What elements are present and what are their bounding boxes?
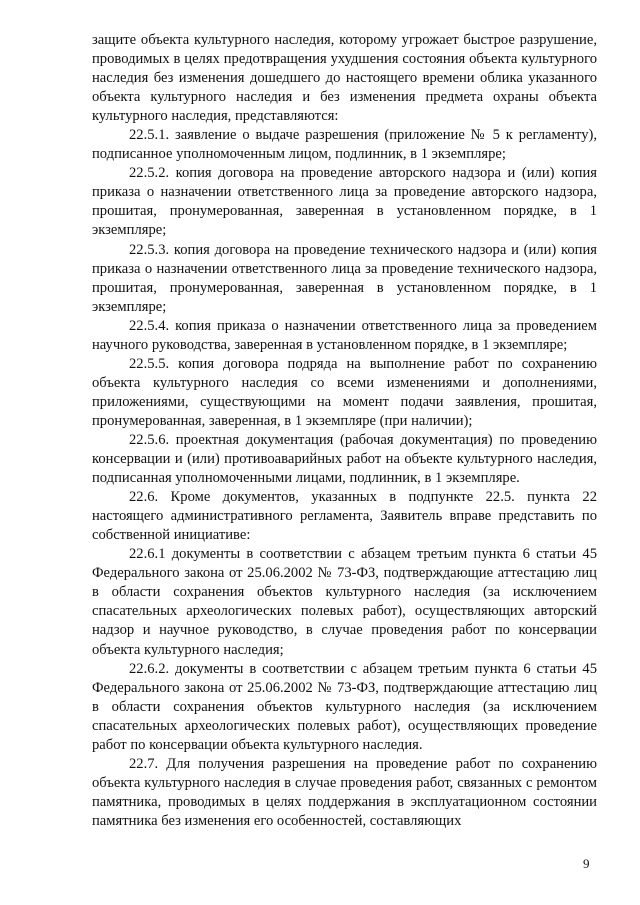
paragraph-22-5-1: 22.5.1. заявление о выдаче разрешения (приложение № 5 к регламенту), подписанное уполномоченным лицом, подлинник, в 1 экземпляре; xyxy=(92,127,597,163)
page-number: 9 xyxy=(583,856,590,871)
paragraph-continuation: защите объекта культурного наследия, которому угрожает быстрое разрушение, проводимых в целях предотвращения ухудшения состояния объекта культурного наследия без изменения дошедшего до настоящего времени облика указанного объекта культурного наследия и без изменения предмета охраны объекта культурного наследия, представляются: xyxy=(92,32,597,125)
paragraph-22-5-2: 22.5.2. копия договора на проведение авторского надзора и (или) копия приказа о назначении ответственного лица за проведение авторского надзора, прошитая, пронумерованная, заверенная в установленном порядке, в 1 экземпляре; xyxy=(92,165,597,239)
paragraph-22-5-5: 22.5.5. копия договора подряда на выполнение работ по сохранению объекта культурного наследия со всеми изменениями и дополнениями, приложениями, существующими на момент подачи заявления, прошитая, пронумерованная, заверенная, в 1 экземпляре (при наличии); xyxy=(92,355,597,429)
paragraph-22-5-4: 22.5.4. копия приказа о назначении ответственного лица за проведением научного руководства, заверенная в установленном порядке, в 1 экземпляре; xyxy=(92,317,597,353)
paragraph-22-5-3: 22.5.3. копия договора на проведение технического надзора и (или) копия приказа о назначении ответственного лица за проведение технического надзора, прошитая, пронумерованная, заверенная в установленном порядке, в 1 экземпляре; xyxy=(92,241,597,315)
paragraph-22-6-1: 22.6.1 документы в соответствии с абзацем третьим пункта 6 статьи 45 Федерального закона от 25.06.2002 № 73-ФЗ, подтверждающие аттестацию лиц в области сохранения объектов культурного наследия (за исключением спасательных археологических полевых работ), осуществляющих авторский надзор и научное руководство, в случае проведения работ по консервации объекта культурного наследия; xyxy=(92,546,597,658)
paragraph-22-5-6: 22.5.6. проектная документация (рабочая документация) по проведению консервации и (или) противоаварийных работ на объекте культурного наследия, подписанная уполномоченными лицами, подлинник, в 1 экземпляре. xyxy=(92,431,597,487)
document-body xyxy=(92,31,597,831)
paragraph-22-6-2: 22.6.2. документы в соответствии с абзацем третьим пункта 6 статьи 45 Федерального закона от 25.06.2002 № 73-ФЗ, подтверждающие аттестацию лиц в области сохранения объектов культурного наследия (за исключением спасательных археологических полевых работ), осуществляющих проведение работ по консервации объекта культурного наследия. xyxy=(92,660,597,753)
paragraph-22-7: 22.7. Для получения разрешения на проведение работ по сохранению объекта культурного наследия в случае проведения работ, связанных с ремонтом памятника, проводимых в целях поддержания в эксплуатационном состоянии памятника без изменения его особенностей, составляющих xyxy=(92,755,597,829)
paragraph-22-6: 22.6. Кроме документов, указанных в подпункте 22.5. пункта 22 настоящего административного регламента, Заявитель вправе представить по собственной инициативе: xyxy=(92,489,597,544)
